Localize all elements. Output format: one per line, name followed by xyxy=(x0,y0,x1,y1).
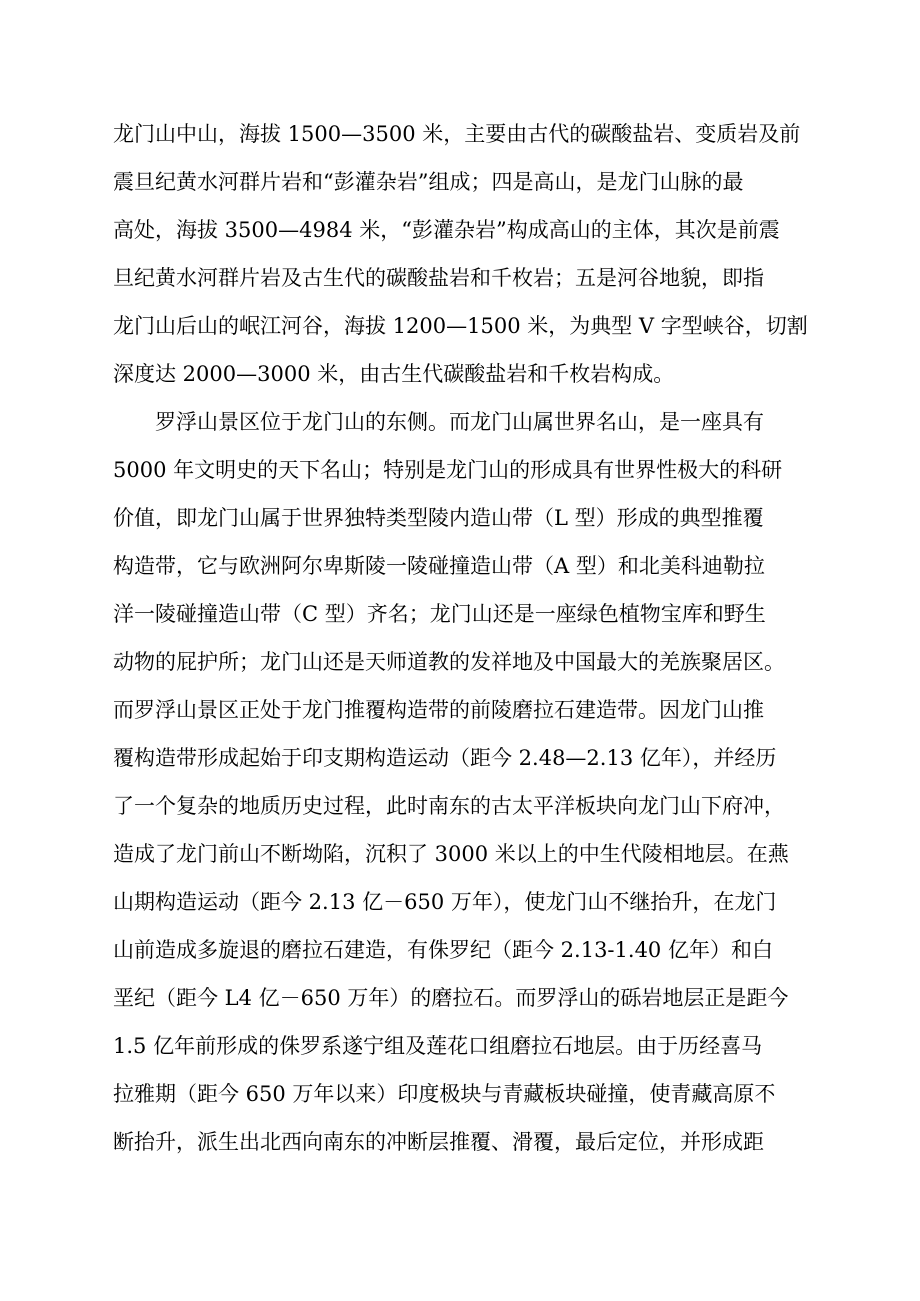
text-line: 5000 年文明史的天下名山；特别是龙门山的形成具有世界性极大的科研 xyxy=(113,458,783,482)
text-line: 震旦纪黄水河群片岩和“彭灌杂岩”组成；四是高山，是龙门山脉的最 xyxy=(113,170,744,194)
text-line: 断抬升，派生出北西向南东的冲断层推覆、滑覆，最后定位，并形成距 xyxy=(113,1130,764,1154)
text-line: 动物的屁护所；龙门山还是天师道教的发祥地及中国最大的羌族聚居区。 xyxy=(113,650,785,674)
text-line: 了一个复杂的地质历史过程，此时南东的古太平洋板块向龙门山下府冲， xyxy=(113,794,785,818)
text-line: 覆构造带形成起始于印支期构造运动（距今 2.48—2.13 亿年），并经历 xyxy=(113,746,777,770)
text-line: 1.5 亿年前形成的侏罗系遂宁组及莲花口组磨拉石地层。由于历经喜马 xyxy=(113,1034,763,1058)
text-line: 造成了龙门前山不断坳陷，沉积了 3000 米以上的中生代陵相地层。在燕 xyxy=(113,842,789,866)
paragraph-1 xyxy=(0,110,920,398)
text-line: 拉雅期（距今 650 万年以来）印度极块与青藏板块碰撞，使青藏高原不 xyxy=(113,1082,776,1106)
text-line: 而罗浮山景区正处于龙门推覆构造带的前陵磨拉石建造带。因龙门山推 xyxy=(113,698,764,722)
text-line: 龙门山后山的岷江河谷，海拔 1200—1500 米，为典型 V 字型峡谷，切割 xyxy=(113,314,808,338)
text-line: 罗浮山景区位于龙门山的东侧。而龙门山属世界名山，是一座具有 xyxy=(155,410,764,434)
text-line: 龙门山中山，海拔 1500—3500 米，主要由古代的碳酸盐岩、变质岩及前 xyxy=(113,122,801,146)
text-line: 山期构造运动（距今 2.13 亿－650 万年），使龙门山不继抬升，在龙门 xyxy=(113,890,777,914)
text-line: 高处，海拔 3500—4984 米，“彭灌杂岩”构成高山的主体，其次是前震 xyxy=(113,218,780,242)
text-line: 构造带，它与欧洲阿尔卑斯陵一陵碰撞造山带（A 型）和北美科迪勒拉 xyxy=(113,554,765,578)
text-line: 深度达 2000—3000 米，由古生代碳酸盐岩和千枚岩构成。 xyxy=(113,362,675,386)
text-line: 价值，即龙门山属于世界独特类型陵内造山带（L 型）形成的典型推覆 xyxy=(113,506,764,530)
paragraph-2 xyxy=(0,398,920,1166)
text-line: 山前造成多旋退的磨拉石建造，有侏罗纪（距今 2.13-1.40 亿年）和白 xyxy=(113,938,773,962)
text-line: 洋一陵碰撞造山带（C 型）齐名；龙门山还是一座绿色植物宝库和野生 xyxy=(113,602,766,626)
text-line: 旦纪黄水河群片岩及古生代的碳酸盐岩和千枚岩；五是河谷地貌，即指 xyxy=(113,266,764,290)
text-line: 垩纪（距今 L4 亿－650 万年）的磨拉石。而罗浮山的砾岩地层正是距今 xyxy=(113,986,789,1010)
